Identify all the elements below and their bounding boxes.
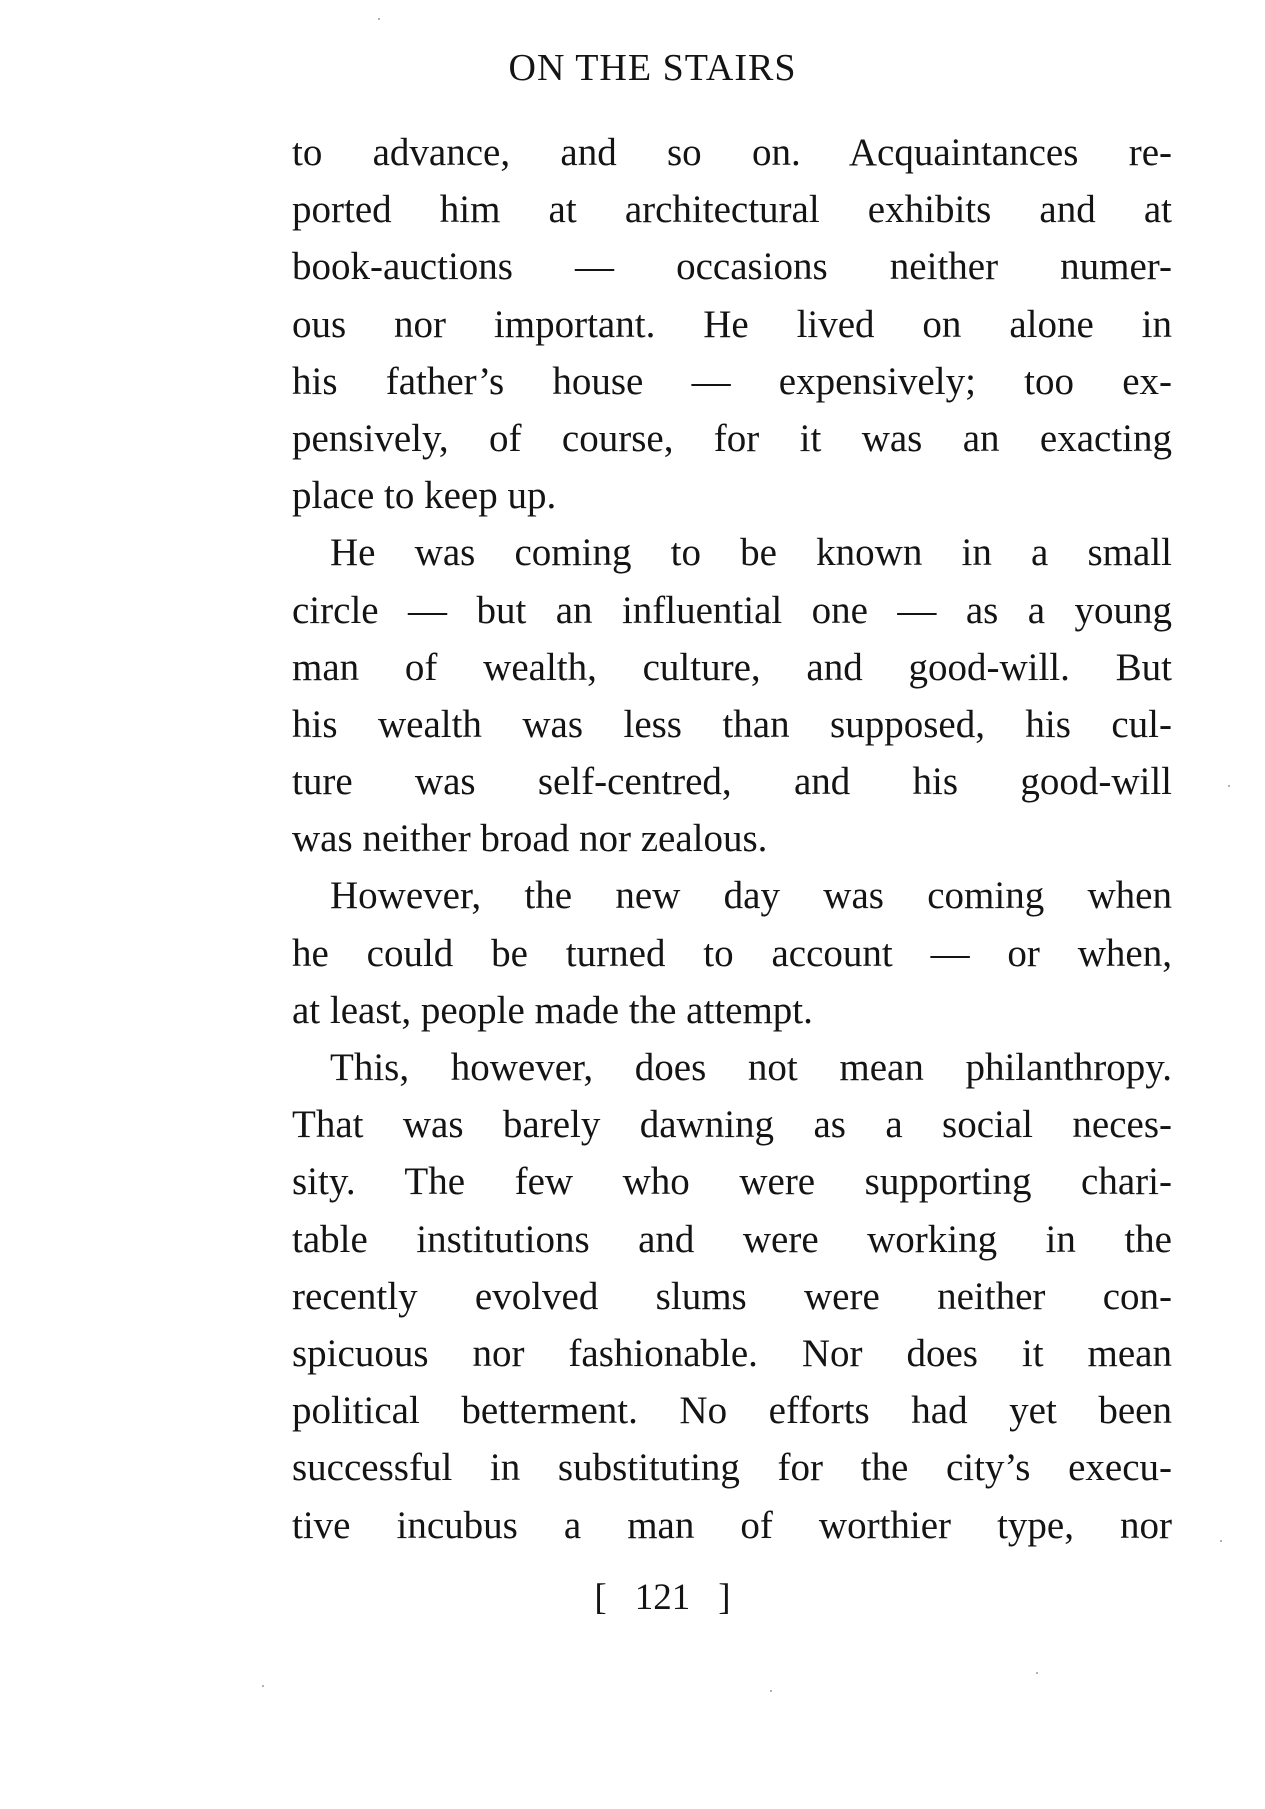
text-line: successful in substituting for the city’s execu- [292, 1446, 1172, 1490]
page-number [0, 1574, 1265, 1622]
text-line: table institutions and were working in the [292, 1217, 1172, 1261]
text-line: ported him at architectural exhibits and at [292, 188, 1172, 232]
text-line: tive incubus a man of worthier type, nor [292, 1503, 1172, 1547]
folio-number: 121 [634, 1577, 691, 1618]
text-line: was neither broad nor zealous. [292, 817, 768, 861]
text-line: sity. The few who were supporting chari- [292, 1160, 1172, 1204]
text-line: However, the new day was coming when [330, 874, 1172, 918]
folio-open-bracket: [ [594, 1577, 607, 1618]
text-line: man of wealth, culture, and good-will. But [292, 645, 1172, 689]
scan-speck [1036, 1672, 1038, 1674]
paragraph [292, 524, 1172, 867]
body-text [292, 124, 1172, 1554]
text-line: recently evolved slums were neither con- [292, 1274, 1172, 1318]
text-line: That was barely dawning as a social neces- [292, 1103, 1172, 1147]
text-line: ture was self-centred, and his good-will [292, 760, 1172, 804]
paragraph [292, 867, 1172, 1039]
text-line: book-auctions — occasions neither numer- [292, 245, 1172, 289]
text-line: political betterment. No efforts had yet been [292, 1389, 1172, 1433]
text-line: place to keep up. [292, 474, 557, 518]
folio-close-bracket: ] [718, 1577, 731, 1618]
paragraph [292, 1039, 1172, 1554]
scan-speck [770, 1690, 772, 1692]
paragraph [292, 124, 1172, 524]
text-line: his wealth was less than supposed, his cul- [292, 702, 1172, 746]
text-line: ous nor important. He lived on alone in [292, 302, 1172, 346]
text-line: circle — but an influential one — as a young [292, 588, 1172, 632]
text-line: spicuous nor fashionable. Nor does it mean [292, 1331, 1172, 1375]
scan-speck [1228, 785, 1230, 787]
running-head: ON THE STAIRS [508, 47, 797, 89]
text-line: He was coming to be known in a small [330, 531, 1172, 575]
scan-speck [1220, 1540, 1222, 1542]
text-line: at least, people made the attempt. [292, 988, 813, 1032]
text-line: he could be turned to account — or when, [292, 931, 1172, 975]
text-line: This, however, does not mean philanthropy. [330, 1046, 1172, 1089]
text-line: pensively, of course, for it was an exacting [292, 416, 1172, 460]
text-line: his father’s house — expensively; too ex- [292, 359, 1172, 403]
scan-speck [262, 1685, 264, 1687]
text-line: to advance, and so on. Acquaintances re- [292, 131, 1172, 174]
scan-speck [378, 18, 380, 20]
